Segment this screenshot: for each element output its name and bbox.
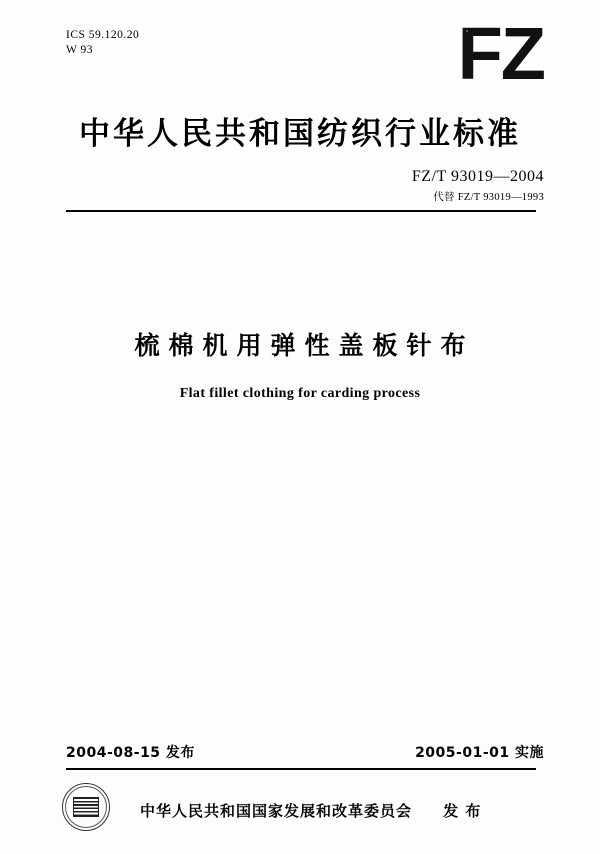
classification-block [66,28,139,58]
header-divider [66,210,536,212]
national-emblem-seal-icon [62,783,112,833]
effective-date: 2005-01-01 实施 [415,745,544,761]
ccs-code: W 93 [66,44,94,56]
footer-divider [66,768,536,770]
fz-logo-text: FZ [457,12,544,95]
fz-logo [384,12,544,95]
standard-number: FZ/T 93019—2004 [411,168,544,185]
seal-center-mark [73,797,99,817]
issue-date: 2004-08-15 发布 [66,745,195,761]
document-title-cn: 梳棉机用弹性盖板针布 [134,331,475,360]
standard-replaces: 代替 FZ/T 93019—1993 [433,192,544,203]
issuing-authority: 中华人民共和国国家发展和改革委员会 发 布 [140,802,482,820]
national-standard-title: 中华人民共和国纺织行业标准 [79,116,521,152]
document-title-en: Flat fillet clothing for carding process [179,386,421,401]
ics-code: ICS 59.120.20 [66,29,140,41]
